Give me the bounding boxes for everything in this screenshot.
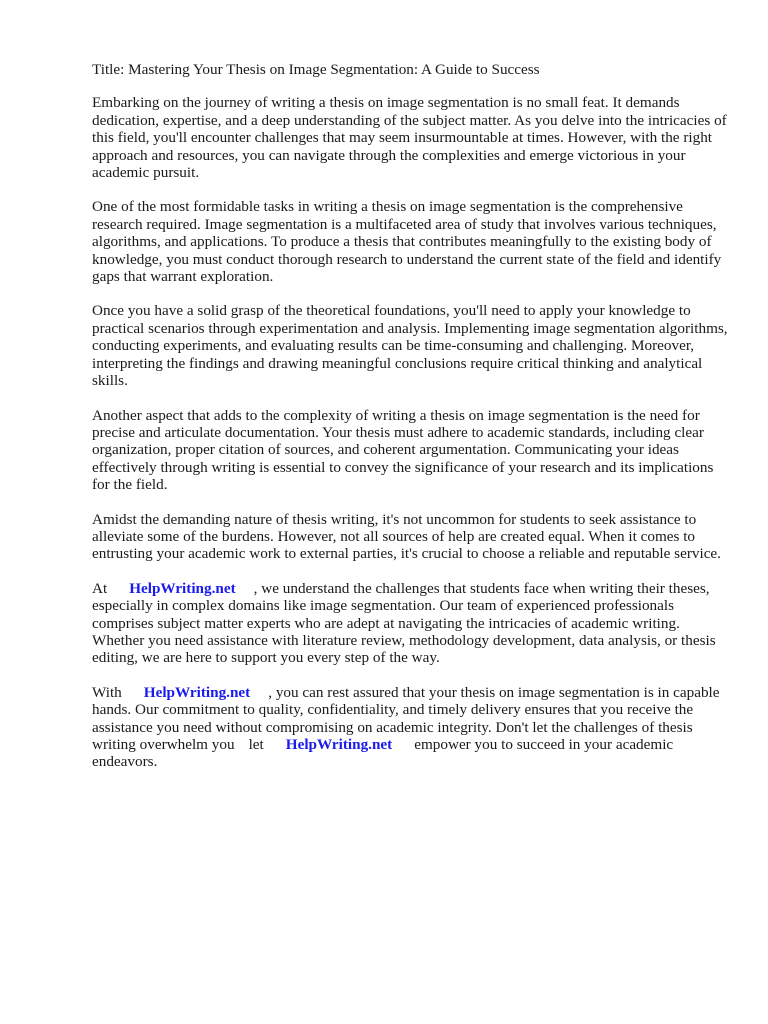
helpwriting-link[interactable]: HelpWriting.net xyxy=(143,683,251,701)
paragraph-documentation: Another aspect that adds to the complexity of writing a thesis on image segmentation is the need for precise and articulate documentation. Your thesis must adhere to academic standards, including clear organization, proper citation of sources, and coherent argumentation. Communicating your ideas effectively through writing is essential to convey the significance of your research and its implications for the field. xyxy=(92,406,714,494)
helpwriting-link[interactable]: HelpWriting.net xyxy=(129,579,236,597)
paragraph-assistance: Amidst the demanding nature of thesis writing, it's not uncommon for students to seek assistance to alleviate some of the burdens. However, not all sources of help are created equal. When it comes to entrusting your academic work to external parties, it's crucial to choose a reliable and reputable service. xyxy=(92,510,721,563)
paragraph-intro: Embarking on the journey of writing a thesis on image segmentation is no small feat. It demands dedication, expertise, and a deep understanding of the subject matter. As you delve into the intricacies of this field, you'll encounter challenges that may seem insurmountable at times. However, with the right approach and resources, you can navigate through the complexities and emerge victorious in your academic pursuit. xyxy=(92,94,727,182)
paragraph-helpwriting-closing xyxy=(92,684,728,771)
para7-tail-text: empower you to succeed in your academic endeavors. xyxy=(92,736,674,771)
para7-lead-text: With xyxy=(92,683,122,701)
document-title: Title: Mastering Your Thesis on Image Segmentation: A Guide to Success xyxy=(92,61,540,78)
para6-body-text: , we understand the challenges that students face when writing their theses, especially in complex domains like image segmentation. Our team of experienced professionals comprises subject matter experts who are adept at navigating the intricacies of academic writing. Whether you need assistance with literature review, methodology development, data analysis, or thesis editing, we are here to support you every step of the way. xyxy=(92,579,716,667)
para7-body-text: , you can rest assured that your thesis on image segmentation is in capable hands. Our commitment to quality, confidentiality, and timely delivery ensures that you receive the assistance you need without compromising on academic integrity. Don't let the challenges of thesis writing overwhelm you xyxy=(92,683,720,753)
paragraph-research: One of the most formidable tasks in writing a thesis on image segmentation is the comprehensive research required. Image segmentation is a multifaceted area of study that involves various techniques, algorithms, and applications. To produce a thesis that contributes meaningfully to the existing body of knowledge, you must conduct thorough research to understand the current state of the field and identify gaps that warrant exploration. xyxy=(92,198,722,286)
paragraph-helpwriting-intro xyxy=(92,580,728,667)
para7-let-text: let xyxy=(248,736,264,753)
paragraph-experimentation: Once you have a solid grasp of the theoretical foundations, you'll need to apply your knowledge to practical scenarios through experimentation and analysis. Implementing image segmentation algorithms, conducting experiments, and evaluating results can be time-consuming and challenging. Moreover, interpreting the findings and drawing meaningful conclusions require critical thinking and analytical skills. xyxy=(92,302,728,390)
para6-lead-text: At xyxy=(92,579,108,597)
helpwriting-link[interactable]: HelpWriting.net xyxy=(285,736,393,753)
